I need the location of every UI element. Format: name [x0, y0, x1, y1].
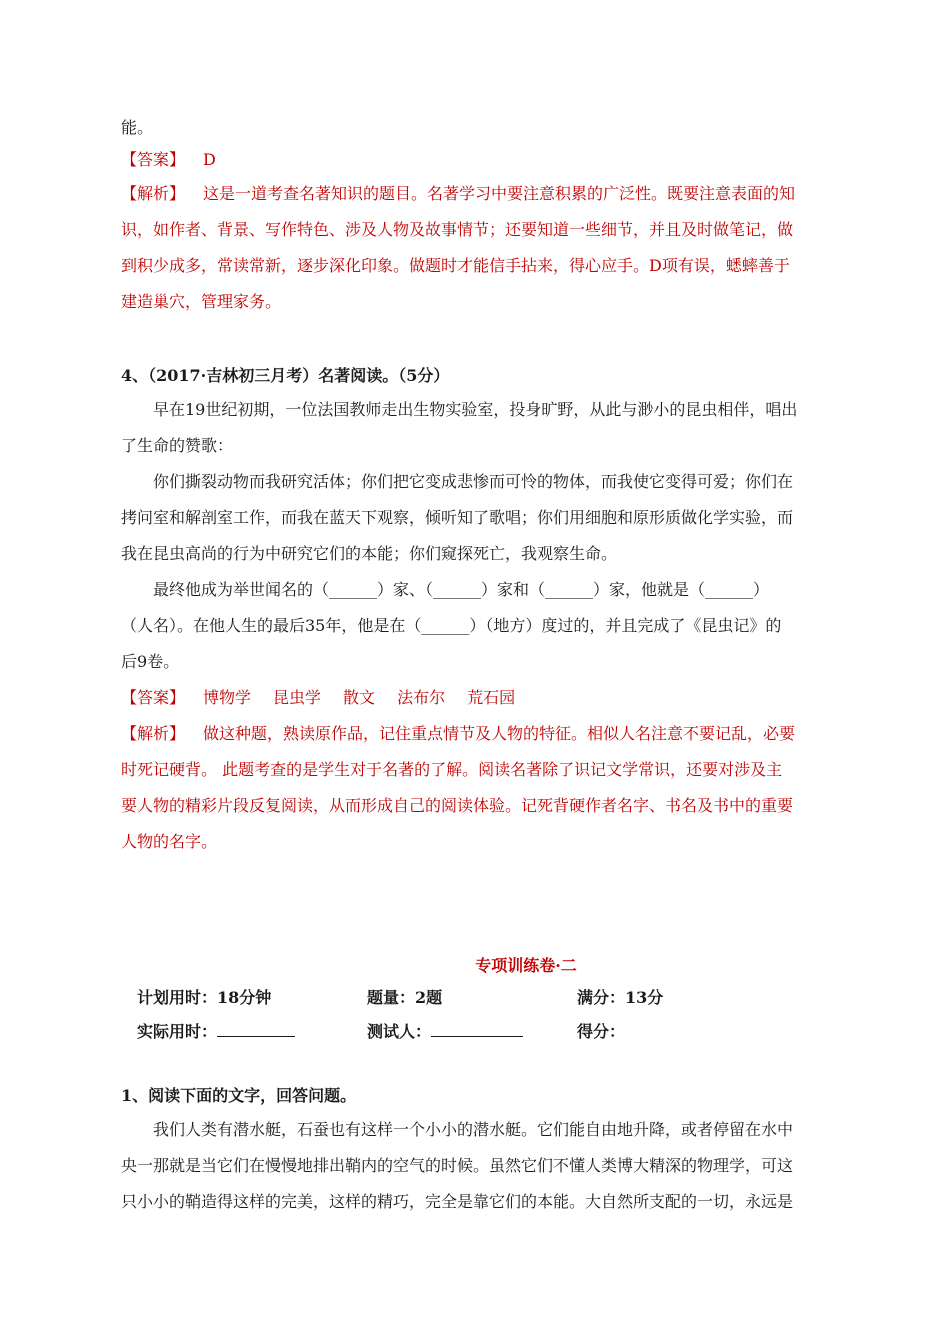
info-row-1	[121, 982, 831, 1016]
analysis-line: 到积少成多，常读常新，逐步深化印象。做题时才能信手拈来，得心应手。D项有误，蟋蟀善于	[121, 256, 790, 275]
analysis-label: 【解析】	[121, 724, 186, 743]
analysis-block	[121, 716, 831, 860]
analysis-line: 要人物的精彩片段反复阅读，从而形成自己的阅读体验。记死背硬作者名字、书名及书中的重要	[121, 796, 794, 815]
analysis-label: 【解析】	[121, 184, 186, 203]
tester-blank	[431, 1018, 523, 1037]
analysis-line: 建造巢穴，管理家务。	[121, 292, 282, 311]
question-count: 题量：2题	[367, 988, 443, 1007]
score-field: 得分：	[577, 1022, 626, 1041]
answer-item: 法布尔	[397, 688, 446, 707]
question-4-fill-cont: （人名）。在他人生的最后35年，他是在（______）（地方）度过的，并且完成了《昆虫记》的 后9卷。	[121, 616, 782, 671]
question-4-quote-cont: 拷问室和解剖室工作，而我在蓝天下观察，倾听知了歌唱；你们用细胞和原形质做化学实验，而 我在昆虫高尚的行为中研究它们的本能；你们窥探死亡，我观察生命。	[121, 508, 794, 563]
tester-field: 测试人：	[367, 1016, 577, 1050]
answer-label: 【答案】	[121, 150, 186, 169]
answer-row	[121, 680, 831, 716]
info-row-2	[121, 1016, 831, 1050]
question-4-intro: 早在19世纪初期，一位法国教师走出生物实验室，投身旷野，从此与渺小的昆虫相伴，唱出	[153, 400, 798, 419]
question-1-heading: 1、阅读下面的文字，回答问题。	[121, 1086, 357, 1105]
answer-item: 昆虫学	[273, 688, 322, 707]
actual-time-blank	[217, 1018, 295, 1037]
analysis-line: 人物的名字。	[121, 832, 218, 851]
answer-item: 散文	[343, 688, 376, 707]
analysis-line: 时死记硬背。 此题考查的是学生对于名著的了解。阅读名著除了识记文学常识，还要对涉及主	[121, 760, 783, 779]
planned-time: 计划用时：18分钟	[137, 988, 272, 1007]
question-4-quote: 你们撕裂动物而我研究活体；你们把它变成悲惨而可怜的物体，而我使它变得可爱；你们在	[153, 472, 794, 491]
question-1-text-cont: 央一那就是当它们在慢慢地排出鞘内的空气的时候。虽然它们不懂人类博大精深的物理学，可这 只小小的鞘造得这样的完美，这样的精巧，完全是靠它们的本能。大自然所支配的一切，永远是	[121, 1156, 794, 1211]
section-title: 专项训练卷·二	[475, 956, 577, 975]
document-page	[121, 112, 831, 1220]
analysis-line: 【解析】 这是一道考查名著知识的题目。名著学习中要注意积累的广泛性。既要注意表面的知	[121, 184, 796, 203]
question-4-fill: 最终他成为举世闻名的（______）家、（______）家和（______）家，他就是（______）	[153, 580, 770, 599]
question-1-text: 我们人类有潜水艇，石蚕也有这样一个小小的潜水艇。它们能自由地升降，或者停留在水中	[153, 1120, 794, 1139]
full-score: 满分：13分	[577, 988, 664, 1007]
question-4-intro-cont: 了生命的赞歌：	[121, 436, 234, 455]
answer-label: 【答案】	[121, 688, 186, 707]
answer-item: 荒石园	[467, 688, 516, 707]
answer-value: D	[203, 150, 216, 169]
tail-text: 能。	[121, 118, 154, 137]
analysis-block	[121, 176, 831, 320]
analysis-line: 识，如作者、背景、写作特色、涉及人物及故事情节；还要知道一些细节，并且及时做笔记，做	[121, 220, 794, 239]
analysis-line: 【解析】 做这种题，熟读原作品，记住重点情节及人物的特征。相似人名注意不要记乱，必要	[121, 724, 796, 743]
question-4-heading: 4、（2017·吉林初三月考）名著阅读。（5分）	[121, 366, 450, 385]
answer-row	[121, 144, 831, 176]
answer-item: 博物学	[203, 688, 252, 707]
actual-time-field: 实际用时：	[137, 1016, 367, 1050]
